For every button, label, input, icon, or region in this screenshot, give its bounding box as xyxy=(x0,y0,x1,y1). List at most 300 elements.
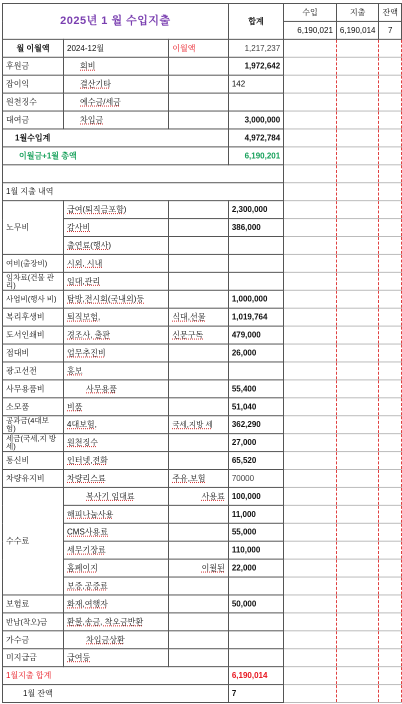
blank-cell[interactable] xyxy=(379,254,402,272)
balance-label: 1월 잔액 xyxy=(3,685,229,703)
expense-row xyxy=(3,631,402,649)
blank-cell[interactable] xyxy=(379,272,402,290)
expense-item-text: 해피나눔사용 xyxy=(67,509,114,519)
blank-cell[interactable] xyxy=(336,541,379,559)
blank-cell[interactable] xyxy=(379,667,402,685)
blank-cell[interactable] xyxy=(336,344,379,362)
blank-cell[interactable] xyxy=(379,595,402,613)
expense-note[interactable] xyxy=(169,505,229,523)
expense-item[interactable] xyxy=(64,649,169,667)
income-note[interactable] xyxy=(169,57,229,75)
expense-amount[interactable]: 2,300,000 xyxy=(228,201,283,219)
ledger-sheet xyxy=(2,3,402,703)
blank-cell[interactable] xyxy=(336,523,379,541)
income-row xyxy=(3,57,402,75)
expense-note[interactable] xyxy=(169,254,229,272)
expense-item[interactable] xyxy=(64,541,169,559)
blank-cell[interactable] xyxy=(336,290,379,308)
expense-item[interactable] xyxy=(64,577,169,595)
expense-note[interactable] xyxy=(169,470,229,488)
expense-amount[interactable]: 55,000 xyxy=(228,523,283,541)
income-item[interactable] xyxy=(64,93,169,111)
blank-cell[interactable] xyxy=(379,434,402,452)
expense-item[interactable] xyxy=(64,398,169,416)
expense-item[interactable] xyxy=(64,434,169,452)
expense-item-text: 퇴직보험, xyxy=(67,312,101,322)
expense-note[interactable] xyxy=(169,398,229,416)
expense-category: 미지급금 xyxy=(3,649,64,667)
blank-cell[interactable] xyxy=(284,147,337,165)
expense-category: 반납(착오)금 xyxy=(3,613,64,631)
expense-row xyxy=(3,290,402,308)
expense-item[interactable] xyxy=(64,487,169,505)
blank-cell[interactable] xyxy=(336,595,379,613)
blank-cell[interactable] xyxy=(284,649,337,667)
blank-cell[interactable] xyxy=(379,631,402,649)
blank-cell[interactable] xyxy=(336,434,379,452)
blank-cell[interactable] xyxy=(336,236,379,254)
blank-cell[interactable] xyxy=(336,685,379,703)
income-expense-table xyxy=(2,3,402,703)
blank-cell[interactable] xyxy=(379,470,402,488)
carryover-label: 월 이월액 xyxy=(3,39,64,57)
blank-cell[interactable] xyxy=(336,201,379,219)
expense-item-text: 감사비 xyxy=(67,223,91,233)
blank-cell[interactable] xyxy=(336,452,379,470)
expense-item-text: 업무추진비 xyxy=(67,348,106,358)
blank-cell[interactable] xyxy=(379,362,402,380)
blank-cell[interactable] xyxy=(336,165,379,183)
expense-item-text: 경조사, 출판 xyxy=(67,330,111,340)
income-category: 후원금 xyxy=(3,57,64,75)
header-row-1 xyxy=(3,3,402,21)
blank-cell[interactable] xyxy=(284,308,337,326)
expense-category: 수수료 xyxy=(3,487,64,595)
expense-category: 복리후생비 xyxy=(3,308,64,326)
expense-note[interactable] xyxy=(169,326,229,344)
expense-amount[interactable] xyxy=(228,649,283,667)
blank-cell[interactable] xyxy=(379,111,402,129)
expense-note[interactable] xyxy=(169,290,229,308)
blank-cell[interactable] xyxy=(379,165,402,183)
blank-cell[interactable] xyxy=(284,380,337,398)
blank-cell[interactable] xyxy=(379,523,402,541)
expense-amount[interactable]: 50,000 xyxy=(228,595,283,613)
expense-item[interactable] xyxy=(64,362,169,380)
blank-cell[interactable] xyxy=(336,326,379,344)
blank-cell[interactable] xyxy=(379,541,402,559)
expense-note[interactable] xyxy=(169,541,229,559)
blank-cell[interactable] xyxy=(379,380,402,398)
blank-cell[interactable] xyxy=(284,487,337,505)
blank-cell[interactable] xyxy=(379,416,402,434)
blank-cell[interactable] xyxy=(379,129,402,147)
blank-cell[interactable] xyxy=(379,219,402,237)
expense-amount[interactable]: 100,000 xyxy=(228,487,283,505)
expense-title-row xyxy=(3,183,402,201)
grand-income-row xyxy=(3,147,402,165)
income-row xyxy=(3,75,402,93)
expense-total-value[interactable]: 6,190,014 xyxy=(336,21,379,39)
expense-amount[interactable] xyxy=(228,613,283,631)
blank-cell[interactable] xyxy=(379,57,402,75)
blank-cell[interactable] xyxy=(284,236,337,254)
expense-item-text: 탐방,전시회(국내외)등 xyxy=(67,294,145,304)
carryover-period[interactable]: 2024-12월 xyxy=(64,39,169,57)
expense-category: 공과금(4대보 험) xyxy=(3,416,64,434)
blank-cell[interactable] xyxy=(284,667,337,685)
income-amount[interactable] xyxy=(228,93,283,111)
blank-cell[interactable] xyxy=(284,398,337,416)
blank-cell[interactable] xyxy=(336,470,379,488)
expense-category: 통신비 xyxy=(3,452,64,470)
expense-amount[interactable]: 27,000 xyxy=(228,434,283,452)
expense-row xyxy=(3,398,402,416)
income-sum-amount: 4,972,784 xyxy=(228,129,283,147)
expense-item[interactable] xyxy=(64,272,169,290)
blank-cell[interactable] xyxy=(284,595,337,613)
income-note[interactable] xyxy=(169,111,229,129)
blank-cell[interactable] xyxy=(284,613,337,631)
expense-amount[interactable]: 362,290 xyxy=(228,416,283,434)
income-row xyxy=(3,93,402,111)
income-item[interactable] xyxy=(64,111,169,129)
expense-item[interactable] xyxy=(64,254,169,272)
expense-note[interactable] xyxy=(169,272,229,290)
blank-cell[interactable] xyxy=(336,398,379,416)
expense-note[interactable] xyxy=(169,362,229,380)
expense-item[interactable] xyxy=(64,470,169,488)
blank-cell[interactable] xyxy=(284,165,337,183)
blank-cell[interactable] xyxy=(336,57,379,75)
blank-cell[interactable] xyxy=(379,290,402,308)
income-sum-row xyxy=(3,129,402,147)
blank-cell[interactable] xyxy=(379,236,402,254)
expense-amount[interactable] xyxy=(228,236,283,254)
expense-item-text: 인터넷,전화 xyxy=(67,456,108,466)
expense-item-text: 사무용품 xyxy=(86,384,117,394)
income-note[interactable] xyxy=(169,93,229,111)
income-item[interactable] xyxy=(64,57,169,75)
blank-cell[interactable] xyxy=(284,452,337,470)
blank-cell[interactable] xyxy=(336,577,379,595)
expense-item-text: CMS사용료 xyxy=(67,527,108,537)
blank-cell[interactable] xyxy=(379,326,402,344)
blank-cell[interactable] xyxy=(336,613,379,631)
blank-cell[interactable] xyxy=(336,667,379,685)
blank-cell[interactable] xyxy=(284,129,337,147)
blank-cell[interactable] xyxy=(284,219,337,237)
blank-cell[interactable] xyxy=(284,57,337,75)
expense-note[interactable] xyxy=(169,201,229,219)
expense-item-text: 시외, 시내 xyxy=(67,258,103,268)
expense-item-text: 세무기장료 xyxy=(67,545,106,555)
blank-cell[interactable] xyxy=(284,416,337,434)
blank-cell[interactable] xyxy=(336,147,379,165)
expense-item[interactable] xyxy=(64,236,169,254)
carryover-amount[interactable]: 1,217,237 xyxy=(228,39,283,57)
expense-item[interactable] xyxy=(64,326,169,344)
expense-amount[interactable]: 55,400 xyxy=(228,380,283,398)
expense-sum-row xyxy=(3,667,402,685)
blank-cell[interactable] xyxy=(284,201,337,219)
expense-item-text: 급여(퇴직금포함) xyxy=(67,205,127,215)
income-total-value[interactable]: 6,190,021 xyxy=(284,21,337,39)
expense-item[interactable] xyxy=(64,344,169,362)
expense-item[interactable] xyxy=(64,559,169,577)
income-sum-label: 1월수입계 xyxy=(3,129,229,147)
blank-cell[interactable] xyxy=(379,452,402,470)
blank-cell[interactable] xyxy=(379,308,402,326)
expense-row xyxy=(3,272,402,290)
spacer-cell xyxy=(3,165,284,183)
expense-note[interactable] xyxy=(169,613,229,631)
blank-cell[interactable] xyxy=(336,559,379,577)
expense-item-text: 홈페이지 xyxy=(67,563,98,573)
expense-item[interactable] xyxy=(64,308,169,326)
expense-category: 광고선전 xyxy=(3,362,64,380)
expense-amount[interactable] xyxy=(228,272,283,290)
blank-cell[interactable] xyxy=(336,362,379,380)
expense-note[interactable] xyxy=(169,434,229,452)
expense-row xyxy=(3,326,402,344)
expense-note[interactable] xyxy=(169,595,229,613)
blank-cell[interactable] xyxy=(284,577,337,595)
blank-cell[interactable] xyxy=(379,93,402,111)
blank-cell[interactable] xyxy=(379,183,402,201)
blank-cell[interactable] xyxy=(336,308,379,326)
expense-note[interactable] xyxy=(169,416,229,434)
blank-cell[interactable] xyxy=(336,487,379,505)
blank-cell[interactable] xyxy=(284,559,337,577)
expense-note[interactable] xyxy=(169,380,229,398)
blank-cell[interactable] xyxy=(284,505,337,523)
expense-row xyxy=(3,595,402,613)
expense-row xyxy=(3,362,402,380)
blank-cell[interactable] xyxy=(379,398,402,416)
expense-item[interactable] xyxy=(64,452,169,470)
expense-amount[interactable]: 1,000,000 xyxy=(228,290,283,308)
expense-item-text: 환불,송금, 착오금반환 xyxy=(67,617,144,627)
expense-note[interactable] xyxy=(169,577,229,595)
blank-cell[interactable] xyxy=(336,93,379,111)
expense-amount[interactable] xyxy=(228,577,283,595)
expense-category: 여비(출장비) xyxy=(3,254,64,272)
blank-cell[interactable] xyxy=(379,201,402,219)
blank-cell[interactable] xyxy=(379,147,402,165)
expense-row xyxy=(3,201,402,219)
income-item-text: 회비 xyxy=(80,61,96,71)
income-item[interactable] xyxy=(64,75,169,93)
expense-item-text: 화재,여행자 xyxy=(67,599,108,609)
sheet-title-text: 2025년 1 월 수입지출 xyxy=(60,14,171,27)
expense-item[interactable] xyxy=(64,523,169,541)
expense-row xyxy=(3,613,402,631)
sheet-title xyxy=(3,3,229,39)
expense-note[interactable] xyxy=(169,631,229,649)
expense-item[interactable] xyxy=(64,416,169,434)
blank-cell[interactable] xyxy=(284,39,337,57)
expense-category: 사무용품비 xyxy=(3,380,64,398)
expense-item[interactable] xyxy=(64,201,169,219)
expense-note[interactable] xyxy=(169,236,229,254)
expense-item[interactable] xyxy=(64,631,169,649)
expense-note-text: 식대,선물 xyxy=(172,312,206,322)
blank-cell[interactable] xyxy=(336,129,379,147)
blank-cell[interactable] xyxy=(379,577,402,595)
expense-amount[interactable]: 65,520 xyxy=(228,452,283,470)
blank-cell[interactable] xyxy=(336,505,379,523)
expense-note[interactable] xyxy=(169,559,229,577)
blank-cell[interactable] xyxy=(336,649,379,667)
income-item-text: 차입금 xyxy=(80,115,104,125)
expense-note[interactable] xyxy=(169,344,229,362)
expense-category: 노무비 xyxy=(3,201,64,255)
expense-item[interactable] xyxy=(64,219,169,237)
balance-amount: 7 xyxy=(228,685,283,703)
blank-cell[interactable] xyxy=(284,344,337,362)
balance-total-value[interactable]: 7 xyxy=(379,21,402,39)
expense-amount[interactable]: 70000 xyxy=(228,470,283,488)
expense-note[interactable] xyxy=(169,452,229,470)
expense-item-text: 출연료(행사) xyxy=(67,240,111,250)
blank-cell[interactable] xyxy=(284,272,337,290)
expense-section-title: 1월 지출 내역 xyxy=(3,183,284,201)
expense-note[interactable] xyxy=(169,308,229,326)
expense-amount[interactable]: 22,000 xyxy=(228,559,283,577)
income-item-text: 결산기타 xyxy=(80,79,111,89)
income-category: 원천징수 xyxy=(3,93,64,111)
expense-note[interactable] xyxy=(169,523,229,541)
expense-row xyxy=(3,487,402,505)
blank-cell[interactable] xyxy=(336,75,379,93)
blank-cell[interactable] xyxy=(284,434,337,452)
blank-cell[interactable] xyxy=(284,75,337,93)
blank-cell[interactable] xyxy=(284,290,337,308)
blank-cell[interactable] xyxy=(379,75,402,93)
blank-cell[interactable] xyxy=(284,326,337,344)
expense-category: 임차료(건물 관리) xyxy=(3,272,64,290)
income-category: 대여금 xyxy=(3,111,64,129)
expense-category: 접대비 xyxy=(3,344,64,362)
income-item-text: 예수금/세금 xyxy=(80,97,121,107)
blank-cell[interactable] xyxy=(284,523,337,541)
blank-cell[interactable] xyxy=(336,272,379,290)
blank-cell[interactable] xyxy=(379,505,402,523)
blank-cell[interactable] xyxy=(284,541,337,559)
carryover-sub-label: 이월액 xyxy=(169,39,229,57)
grand-income-label: 이월금+1월 총액 xyxy=(3,147,229,165)
expense-amount[interactable]: 386,000 xyxy=(228,219,283,237)
expense-item[interactable] xyxy=(64,613,169,631)
blank-cell[interactable] xyxy=(284,254,337,272)
expense-amount[interactable]: 11,000 xyxy=(228,505,283,523)
blank-cell[interactable] xyxy=(379,487,402,505)
expense-amount[interactable] xyxy=(228,254,283,272)
blank-cell[interactable] xyxy=(336,39,379,57)
expense-note[interactable] xyxy=(169,649,229,667)
expense-row xyxy=(3,416,402,434)
total-column-header: 합계 xyxy=(228,3,283,39)
expense-note-text: 신문구독 xyxy=(172,330,204,340)
blank-cell[interactable] xyxy=(379,39,402,57)
income-amount[interactable]: 142 xyxy=(228,75,283,93)
expense-item[interactable] xyxy=(64,290,169,308)
blank-cell[interactable] xyxy=(336,380,379,398)
blank-cell[interactable] xyxy=(379,613,402,631)
income-amount[interactable]: 3,000,000 xyxy=(228,111,283,129)
expense-row xyxy=(3,452,402,470)
expense-note-text: 사용료 xyxy=(201,491,225,501)
expense-column-header: 지출 xyxy=(336,3,379,21)
expense-amount[interactable]: 110,000 xyxy=(228,541,283,559)
income-amount[interactable]: 1,972,642 xyxy=(228,57,283,75)
blank-cell[interactable] xyxy=(284,362,337,380)
blank-cell[interactable] xyxy=(336,111,379,129)
expense-amount[interactable] xyxy=(228,631,283,649)
expense-category: 차량유지비 xyxy=(3,470,64,488)
expense-row xyxy=(3,649,402,667)
expense-item-text: 4대보험, xyxy=(67,420,97,430)
spacer-row xyxy=(3,165,402,183)
expense-item[interactable] xyxy=(64,505,169,523)
blank-cell[interactable] xyxy=(336,183,379,201)
expense-item-text: 비품 xyxy=(67,402,83,412)
blank-cell[interactable] xyxy=(284,93,337,111)
blank-cell[interactable] xyxy=(379,649,402,667)
expense-note[interactable] xyxy=(169,219,229,237)
blank-cell[interactable] xyxy=(336,254,379,272)
expense-note-text: 이월된 xyxy=(201,563,225,573)
expense-amount[interactable] xyxy=(228,362,283,380)
expense-category: 세금(국세,지 방세) xyxy=(3,434,64,452)
expense-row xyxy=(3,470,402,488)
blank-cell[interactable] xyxy=(284,183,337,201)
expense-category: 가수금 xyxy=(3,631,64,649)
blank-cell[interactable] xyxy=(284,111,337,129)
income-row xyxy=(3,111,402,129)
expense-item-text: 차량리스료 xyxy=(67,473,106,483)
expense-item[interactable] xyxy=(64,595,169,613)
blank-cell[interactable] xyxy=(336,631,379,649)
blank-cell[interactable] xyxy=(379,344,402,362)
expense-category: 도서인쇄비 xyxy=(3,326,64,344)
expense-item-text: 급여등 xyxy=(67,653,91,663)
expense-row xyxy=(3,434,402,452)
income-category: 잡이익 xyxy=(3,75,64,93)
expense-row xyxy=(3,344,402,362)
expense-amount[interactable]: 479,000 xyxy=(228,326,283,344)
expense-item[interactable] xyxy=(64,380,169,398)
expense-category: 사업비(행사 비) xyxy=(3,290,64,308)
expense-category: 보험료 xyxy=(3,595,64,613)
blank-cell[interactable] xyxy=(336,416,379,434)
blank-cell[interactable] xyxy=(284,631,337,649)
blank-cell[interactable] xyxy=(379,685,402,703)
blank-cell[interactable] xyxy=(336,219,379,237)
expense-note[interactable] xyxy=(169,487,229,505)
expense-category: 소모품 xyxy=(3,398,64,416)
income-note[interactable] xyxy=(169,75,229,93)
expense-amount[interactable]: 51,040 xyxy=(228,398,283,416)
expense-amount[interactable]: 1,019,764 xyxy=(228,308,283,326)
blank-cell[interactable] xyxy=(284,470,337,488)
balance-row xyxy=(3,685,402,703)
blank-cell[interactable] xyxy=(379,559,402,577)
expense-amount[interactable]: 26,000 xyxy=(228,344,283,362)
expense-item-text: 보증,공증료 xyxy=(67,581,108,591)
blank-cell[interactable] xyxy=(284,685,337,703)
